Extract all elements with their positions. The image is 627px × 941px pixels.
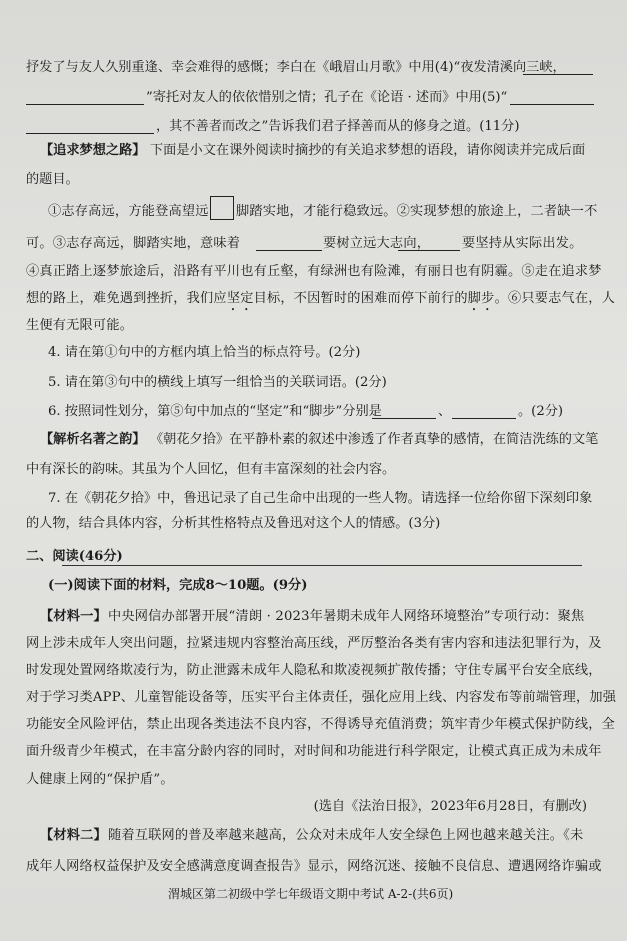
classics-text-2: 中有深长的韵味。其虽为个人回忆，但有丰富深刻的社会内容。 <box>26 462 396 477</box>
material2-text-2: 成年人网络权益保护及安全感满意度调查报告》显示，网络沉迷、接触不良信息、遭遇网络诈骗或 <box>26 859 602 874</box>
answer-line-7[interactable] <box>62 565 582 566</box>
answer-blank-5[interactable] <box>510 90 594 105</box>
dotted-word-jiaobu: 脚步 <box>467 291 495 306</box>
question-6-score: 。(2分) <box>518 404 564 419</box>
passage-text-2a: 可。③志存高远，脚踏实地，意味着 <box>26 236 241 251</box>
passage-text-1a: ①志存高远，方能登高望远 <box>48 204 209 219</box>
dream-intro-text-1: 下面是小文在课外阅读时摘抄的有关追求梦想的语段，请你阅读并完成后面 <box>150 143 586 158</box>
poem-text-3: ，其不善者而改之”告诉我们君子择善而从的修身之道。(11分) <box>156 119 520 134</box>
dream-heading: 【追求梦想之路】 <box>40 143 146 158</box>
page-footer: 渭城区第二初级中学七年级语文期中考试 A-2-(共6页) <box>168 887 454 901</box>
poem-text-1: 抒发了与友人久别重逢、幸会难得的感慨；李白在《峨眉山月歌》中用(4)“夜发清溪向三峡， <box>26 60 566 75</box>
classics-heading: 【解析名著之韵】 <box>40 432 146 447</box>
passage-text-4a: 想的路上，难免遇到挫折，我们应 <box>26 291 227 306</box>
question-6-sep: 、 <box>438 404 452 419</box>
answer-blank-4[interactable] <box>523 60 593 75</box>
passage-text-4c: 。⑥只要志气在，人 <box>494 291 616 306</box>
question-4-text: 4. 请在第①句中的方框内填上恰当的标点符号。(2分) <box>48 345 361 360</box>
material1-text-3: 时发现处置网络欺凌行为，防止泄露未成年人隐私和欺凌视频扩散传播；守住专属平台安全底线， <box>26 663 602 678</box>
question-6-text: 6. 按照词性划分，第⑤句中加点的“坚定”和“脚步”分别是 <box>48 404 382 419</box>
material2-text-1: 随着互联网的普及率越来越高，公众对未成年人安全绿色上网也越来越关注。《未 <box>108 828 584 843</box>
classics-text-1: 《朝花夕拾》在平静朴素的叙述中渗透了作者真挚的感情，在简洁洗练的文笔 <box>150 432 599 447</box>
material1-label: 【材料一】 <box>40 609 107 624</box>
material1-text-7: 人健康上网的“保护盾”。 <box>26 772 174 787</box>
answer-blank-4b[interactable] <box>26 90 144 105</box>
passage-text-4b: 目标，不因暂时的困难而停下前行的 <box>253 291 468 306</box>
question-7-text-1: 7. 在《朝花夕拾》中，鲁迅记录了自己生命中出现的一些人物。请选择一位给你留下深刻印象 <box>48 491 593 506</box>
punctuation-box[interactable] <box>210 196 234 220</box>
conjunction-blank-2[interactable] <box>398 236 460 251</box>
pos-blank-2[interactable] <box>452 404 516 419</box>
dream-intro-text-2: 的题目。 <box>26 172 79 187</box>
question-5-text: 5. 请在第③句中的横线上填写一组恰当的关联词语。(2分) <box>48 375 387 390</box>
reading-title: 二、阅读(46分) <box>26 549 123 564</box>
reading-subtitle: (一)阅读下面的材料，完成8～10题。(9分) <box>48 578 308 593</box>
poem-text-2: ”寄托对友人的依依惜别之情；孔子在《论语 · 述而》中用(5)“ <box>146 90 508 105</box>
material1-text-2: 网上涉未成年人突出问题，拉紧违规内容整治高压线，严厉整治各类有害内容和违法犯罪行为，及 <box>26 636 602 651</box>
material1-text-6: 面升级青少年模式，在丰富分龄内容的同时，对时间和功能进行科学限定，让模式真正成为未成年 <box>26 744 602 759</box>
dotted-word-jianding: 坚定 <box>226 291 254 306</box>
answer-blank-5b[interactable] <box>26 119 154 134</box>
material1-source: (选自《法治日报》，2023年6月28日，有删改) <box>313 799 587 814</box>
material1-text-1: 中央网信办部署开展“清朗 · 2023年暑期未成年人网络环境整治”专项行动：聚焦 <box>108 609 585 624</box>
passage-text-2c: 要坚持从实际出发。 <box>462 236 583 251</box>
passage-text-5: 生便有无限可能。 <box>26 318 134 333</box>
pos-blank-1[interactable] <box>372 404 436 419</box>
material1-text-5: 功能安全风险评估，禁止出现各类违法不良内容，不得诱导充值消费；筑牢青少年模式保护防线，全 <box>26 717 616 732</box>
question-7-text-2: 的人物，结合具体内容，分析其性格特点及鲁迅对这个人的情感。(3分) <box>26 516 441 531</box>
passage-text-3: ④真正踏上逐梦旅途后，沿路有平川也有丘壑，有绿洲也有险滩，有丽日也有阴霾。⑤走在追求梦 <box>26 264 602 279</box>
passage-text-2b: 要树立远大志向， <box>323 236 431 251</box>
conjunction-blank-1[interactable] <box>256 236 322 251</box>
passage-text-1b: 脚踏实地，才能行稳致远。②实现梦想的旅途上，二者缺一不 <box>236 204 598 219</box>
material2-label: 【材料二】 <box>40 828 107 843</box>
material1-text-4: 对于学习类APP、儿童智能设备等，压实平台主体责任，强化应用上线、内容发布等前端管理，加强 <box>26 690 617 705</box>
